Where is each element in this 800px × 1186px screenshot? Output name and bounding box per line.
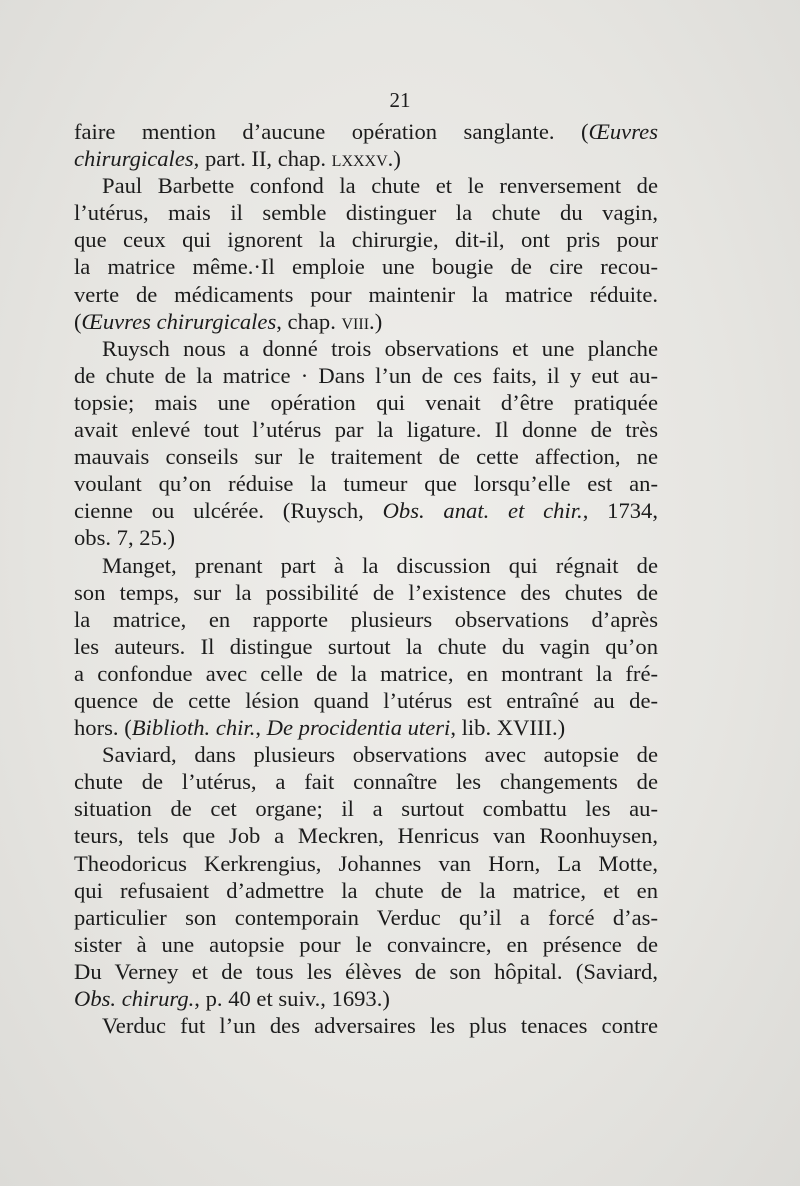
text-line: [74, 416, 658, 443]
text-line: [74, 877, 658, 904]
text-segment: hors. (: [74, 715, 132, 741]
text-line: [74, 524, 658, 551]
text-line: [74, 118, 658, 145]
text-line: [74, 226, 658, 253]
text-line: [74, 335, 658, 362]
text-line: [74, 281, 658, 308]
text-line: [74, 497, 658, 524]
text-line: [74, 443, 658, 470]
text-segment: quence de cette lésion quand l’utérus est entraîné au de-: [74, 687, 658, 713]
text-segment: .): [369, 308, 383, 334]
text-line: [74, 145, 658, 172]
text-line: [74, 308, 658, 335]
text-line: [74, 850, 658, 877]
text-segment: , chap.: [276, 308, 342, 334]
text-line: [74, 931, 658, 958]
text-segment: Manget, prenant part à la discussion qui régnait de: [102, 552, 658, 578]
text-segment: sister à une autopsie pour le convaincre, en présence de: [74, 931, 658, 957]
text-segment: que ceux qui ignorent la chirurgie, dit-il, ont pris pour: [74, 227, 658, 253]
text-segment: .): [387, 146, 401, 172]
italic-text: chirurgicales: [74, 146, 194, 172]
text-line: [74, 470, 658, 497]
text-segment: avait enlevé tout l’utérus par la ligature. Il donne de très: [74, 417, 658, 443]
text-line: [74, 362, 658, 389]
italic-text: Œuvres: [588, 119, 658, 144]
text-segment: son temps, sur la possibilité de l’existence des chutes de: [74, 579, 658, 605]
italic-text: Biblioth. chir.: [131, 715, 256, 741]
text-segment: particulier son contemporain Verduc qu’il a forcé d’as-: [74, 904, 658, 930]
text-segment: ,: [255, 715, 267, 741]
text-segment: l’utérus, mais il semble distinguer la chute du vagin,: [74, 200, 658, 226]
text-line: [74, 741, 658, 768]
text-segment: qui refusaient d’admettre la chute de la matrice, et en: [74, 877, 658, 903]
text-line: [74, 795, 658, 822]
italic-text: De procidentia uteri: [266, 715, 451, 741]
italic-text: Œuvres chirurgicales: [81, 308, 277, 334]
text-line: [74, 633, 658, 660]
text-segment: Ruysch nous a donné trois observations et une planche: [102, 335, 658, 361]
text-segment: teurs, tels que Job a Meckren, Henricus van Roonhuysen,: [74, 823, 658, 849]
text-segment: verte de médicaments pour maintenir la matrice réduite.: [74, 281, 658, 307]
small-caps-text: viii: [341, 308, 370, 334]
small-caps-text: lxxxv: [331, 146, 388, 172]
text-segment: mauvais conseils sur le traitement de cette affection, ne: [74, 444, 658, 470]
text-line: [74, 579, 658, 606]
text-segment: de chute de la matrice · Dans l’un de ces faits, il y eut au-: [74, 362, 658, 388]
text-segment: , part. II, chap.: [193, 146, 332, 172]
text-segment: , 1734,: [582, 498, 658, 524]
text-segment: la matrice, en rapporte plusieurs observations d’après: [74, 606, 658, 632]
italic-text: Obs. anat. et chir.: [382, 498, 583, 524]
text-line: [74, 389, 658, 416]
text-segment: Verduc fut l’un des adversaires les plus tenaces contre: [102, 1013, 658, 1039]
text-segment: , p. 40 et suiv., 1693.): [194, 986, 390, 1011]
text-line: [74, 768, 658, 795]
text-segment: Paul Barbette confond la chute et le renversement de: [102, 173, 658, 199]
text-segment: (: [74, 308, 82, 334]
text-line: [74, 985, 658, 1012]
text-segment: Saviard, dans plusieurs observations avec autopsie de: [102, 742, 658, 768]
text-segment: topsie; mais une opération qui venait d’être pratiquée: [74, 389, 658, 415]
text-segment: voulant qu’on réduise la tumeur que lorsqu’elle est an-: [74, 471, 658, 497]
text-line: [74, 904, 658, 931]
text-line: [74, 199, 658, 226]
text-segment: Du Verney et de tous les élèves de son hôpital. (Saviard,: [74, 958, 658, 984]
text-segment: faire mention d’aucune opération sanglante. (: [74, 119, 589, 144]
text-segment: la matrice même.·Il emploie une bougie de cire recou-: [74, 254, 658, 280]
text-line: [74, 253, 658, 280]
text-segment: cienne ou ulcérée. (Ruysch,: [74, 498, 383, 524]
text-line: [74, 958, 658, 985]
page-number: 21: [389, 88, 411, 112]
text-line: [74, 606, 658, 633]
text-segment: situation de cet organe; il a surtout combattu les au-: [74, 796, 658, 822]
italic-text: Obs. chirurg.: [74, 986, 195, 1011]
text-segment: Theodoricus Kerkrengius, Johannes van Horn, La Motte,: [74, 850, 658, 876]
text-line: [74, 172, 658, 199]
text-line: [74, 1012, 658, 1039]
text-line: [74, 552, 658, 579]
text-line: [74, 714, 658, 741]
text-segment: obs. 7, 25.): [74, 525, 176, 551]
text-line: [74, 660, 658, 687]
text-segment: , lib. XVIII.): [450, 715, 566, 741]
text-segment: a confondue avec celle de la matrice, en montrant la fré-: [74, 660, 658, 686]
text-line: [74, 687, 658, 714]
text-segment: les auteurs. Il distingue surtout la chute du vagin qu’on: [74, 633, 658, 659]
text-segment: chute de l’utérus, a fait connaître les changements de: [74, 769, 658, 795]
text-line: [74, 822, 658, 849]
body-text: [74, 118, 658, 1039]
